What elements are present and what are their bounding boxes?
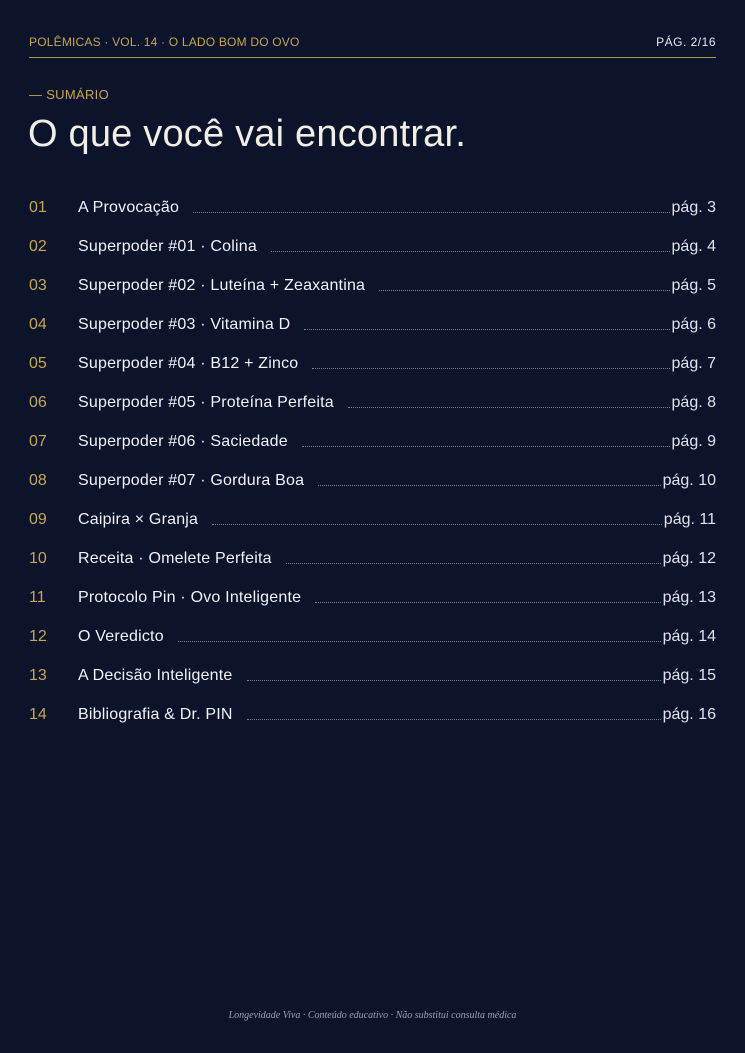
toc-entry[interactable] (29, 695, 716, 734)
dotted-leader (318, 485, 660, 486)
section-kicker: — SUMÁRIO (29, 87, 109, 102)
toc-entry[interactable] (29, 617, 716, 656)
toc-entry[interactable] (29, 422, 716, 461)
dotted-leader (379, 290, 669, 291)
toc-entry-page: pág. 3 (671, 198, 716, 216)
toc-entry[interactable] (29, 266, 716, 305)
dotted-leader (302, 446, 670, 447)
toc-entry-number: 05 (29, 354, 47, 372)
toc-entry-page: pág. 5 (671, 276, 716, 294)
toc-entry-label: Superpoder #02 · Luteína + Zeaxantina (78, 276, 366, 294)
toc-entry[interactable] (29, 344, 716, 383)
toc-entry-number: 04 (29, 315, 47, 333)
publication-title: POLÊMICAS · VOL. 14 · O LADO BOM DO OVO (29, 35, 300, 49)
toc-entry[interactable] (29, 188, 716, 227)
toc-entry-label: O Veredicto (78, 627, 164, 645)
toc-entry-label: A Decisão Inteligente (78, 666, 233, 684)
toc-entry[interactable] (29, 227, 716, 266)
page-header (29, 35, 716, 58)
toc-entry-label: Superpoder #06 · Saciedade (78, 432, 288, 450)
dotted-leader (304, 329, 669, 330)
toc-entry-label: Receita · Omelete Perfeita (78, 549, 272, 567)
page-indicator: PÁG. 2/16 (656, 35, 716, 49)
toc-entry-number: 12 (29, 627, 47, 645)
table-of-contents (29, 188, 716, 734)
toc-entry-label: Superpoder #07 · Gordura Boa (78, 471, 305, 489)
toc-entry-label: Superpoder #03 · Vitamina D (78, 315, 291, 333)
toc-entry-page: pág. 7 (671, 354, 716, 372)
toc-entry[interactable] (29, 461, 716, 500)
toc-entry-number: 02 (29, 237, 47, 255)
toc-entry-number: 03 (29, 276, 47, 294)
page-title: O que você vai encontrar. (28, 113, 467, 155)
toc-entry[interactable] (29, 656, 716, 695)
dotted-leader (247, 680, 661, 681)
toc-entry-label: Caipira × Granja (78, 510, 199, 528)
dotted-leader (271, 251, 670, 252)
dotted-leader (193, 212, 669, 213)
toc-entry[interactable] (29, 383, 716, 422)
toc-entry-label: Superpoder #04 · B12 + Zinco (78, 354, 299, 372)
toc-entry-page: pág. 13 (662, 588, 716, 606)
toc-entry-label: Bibliografia & Dr. PIN (78, 705, 233, 723)
toc-entry-page: pág. 4 (671, 237, 716, 255)
toc-entry-number: 10 (29, 549, 47, 567)
toc-entry-page: pág. 8 (671, 393, 716, 411)
toc-entry-label: A Provocação (78, 198, 180, 216)
toc-entry-label: Protocolo Pin · Ovo Inteligente (78, 588, 302, 606)
toc-entry-number: 08 (29, 471, 47, 489)
toc-entry-page: pág. 15 (662, 666, 716, 684)
dotted-leader (178, 641, 661, 642)
footer-disclaimer: Longevidade Viva · Conteúdo educativo · Não substitui consulta médica (228, 1010, 517, 1021)
toc-entry-number: 11 (29, 588, 46, 606)
toc-entry[interactable] (29, 500, 716, 539)
dotted-leader (247, 719, 661, 720)
dotted-leader (286, 563, 661, 564)
toc-entry-number: 07 (29, 432, 47, 450)
toc-entry[interactable] (29, 539, 716, 578)
toc-entry-page: pág. 9 (671, 432, 716, 450)
toc-entry-page: pág. 6 (671, 315, 716, 333)
dotted-leader (348, 407, 670, 408)
toc-entry-number: 14 (29, 705, 47, 723)
toc-entry-page: pág. 10 (662, 471, 716, 489)
dotted-leader (315, 602, 660, 603)
toc-entry-number: 06 (29, 393, 47, 411)
dotted-leader (212, 524, 662, 525)
dotted-leader (312, 368, 669, 369)
toc-entry-page: pág. 11 (663, 510, 716, 528)
toc-entry-number: 09 (29, 510, 47, 528)
toc-entry-page: pág. 12 (662, 549, 716, 567)
toc-entry-page: pág. 14 (662, 627, 716, 645)
toc-entry-number: 13 (29, 666, 47, 684)
toc-entry-label: Superpoder #01 · Colina (78, 237, 257, 255)
toc-entry[interactable] (29, 578, 716, 617)
toc-entry-page: pág. 16 (662, 705, 716, 723)
toc-entry[interactable] (29, 305, 716, 344)
toc-entry-number: 01 (29, 198, 47, 216)
toc-entry-label: Superpoder #05 · Proteína Perfeita (78, 393, 334, 411)
